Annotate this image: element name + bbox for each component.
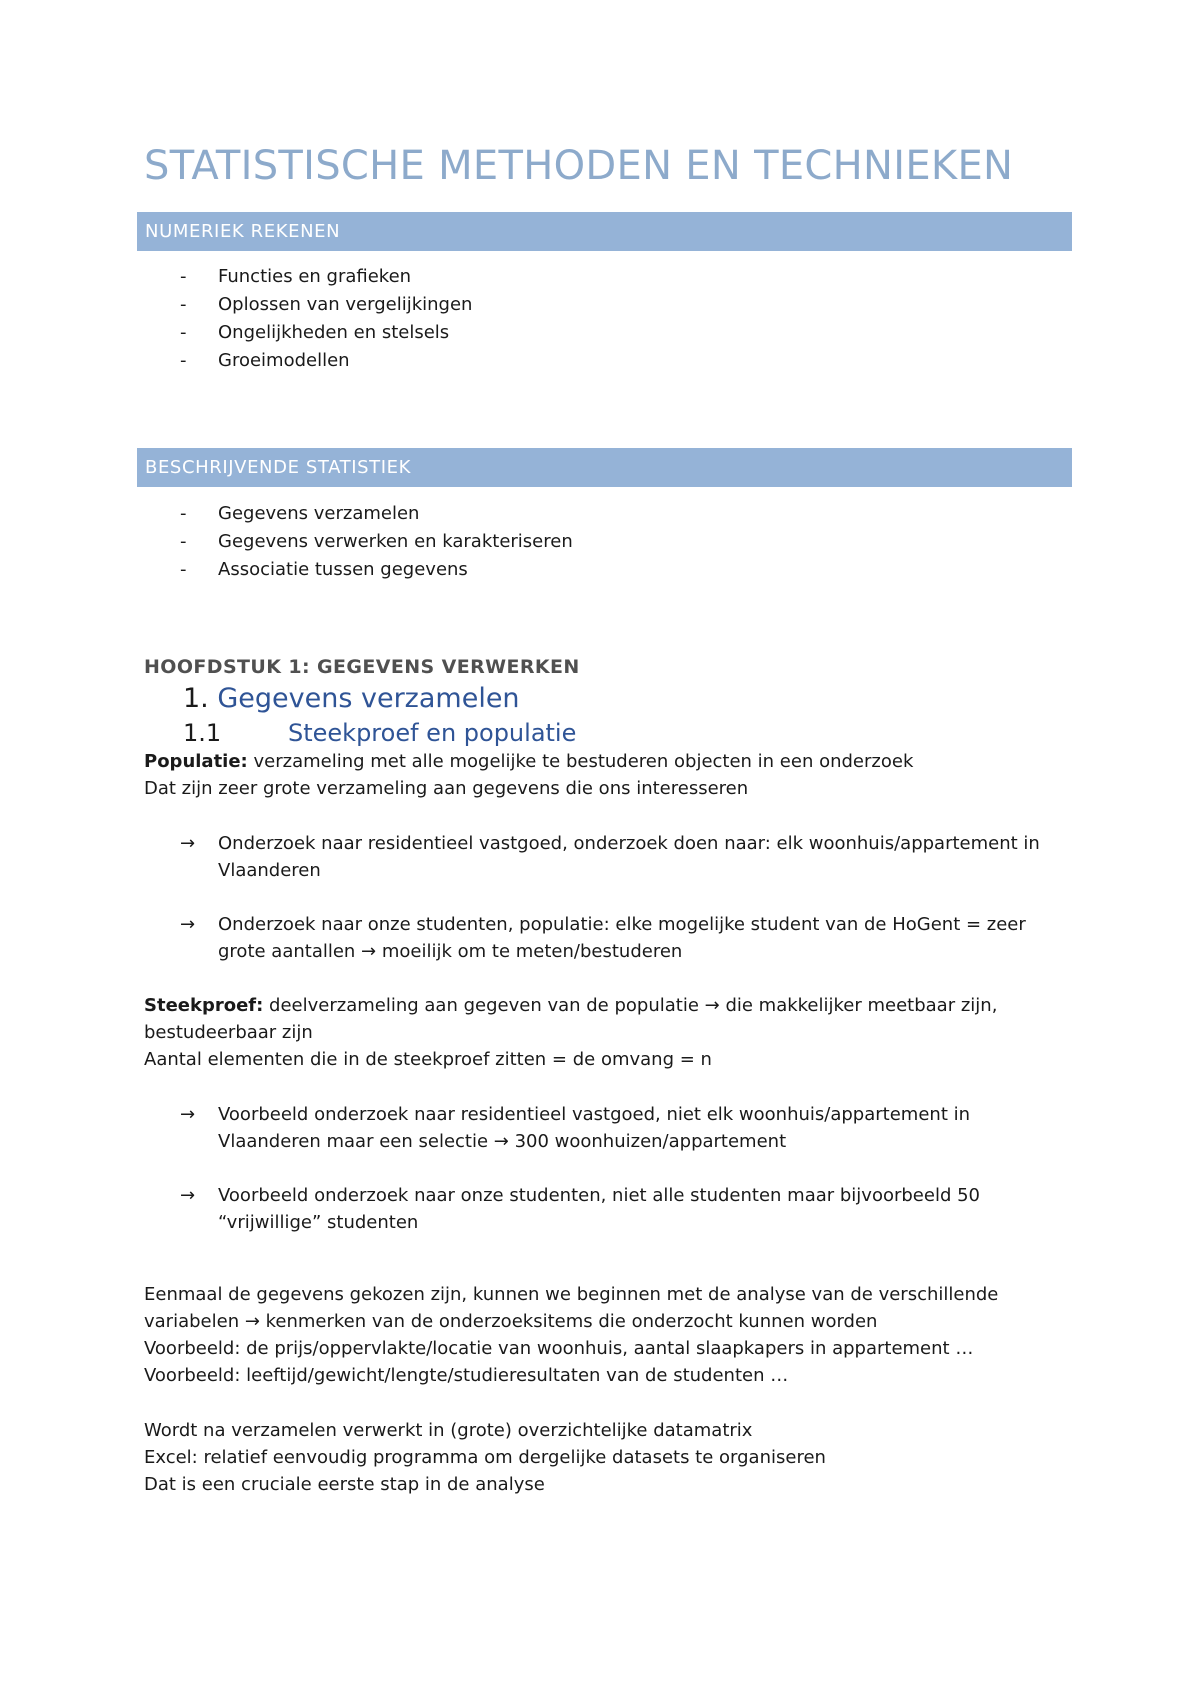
paragraph-line: Dat is een cruciale eerste stap in de analyse xyxy=(144,1474,545,1495)
paragraph-line: Vlaanderen maar een selectie → 300 woonhuizen/appartement xyxy=(218,1131,787,1152)
list-item-text: Gegevens verwerken en karakteriseren xyxy=(218,531,573,552)
heading-1 xyxy=(183,683,520,714)
arrow-bullet: → xyxy=(180,914,196,935)
list-bullet: - xyxy=(180,503,187,524)
chapter-heading: HOOFDSTUK 1: GEGEVENS VERWERKEN xyxy=(144,656,580,678)
list-item-text: Oplossen van vergelijkingen xyxy=(218,294,473,315)
paragraph-line: Onderzoek naar onze studenten, populatie: elke mogelijke student van de HoGent = zeer xyxy=(218,914,1026,935)
arrow-bullet: → xyxy=(180,833,196,854)
heading-2-text: Steekproef en populatie xyxy=(288,719,577,747)
heading-1-number: 1. xyxy=(183,683,209,714)
paragraph-line: Voorbeeld: leeftijd/gewicht/lengte/studieresultaten van de studenten … xyxy=(144,1365,789,1386)
populatie-text: verzameling met alle mogelijke te bestuderen objecten in een onderzoek xyxy=(247,751,914,772)
list-item-text: Gegevens verzamelen xyxy=(218,503,420,524)
arrow-bullet: → xyxy=(180,1185,196,1206)
section-heading-band-beschrijvend xyxy=(137,448,1072,487)
populatie-label: Populatie: xyxy=(144,751,248,772)
paragraph-line: grote aantallen → moeilijk om te meten/bestuderen xyxy=(218,941,683,962)
paragraph-line: bestudeerbaar zijn xyxy=(144,1022,313,1043)
list-bullet: - xyxy=(180,531,187,552)
list-bullet: - xyxy=(180,322,187,343)
list-item-text: Associatie tussen gegevens xyxy=(218,559,468,580)
list-item-text: Functies en grafieken xyxy=(218,266,412,287)
steekproef-text: deelverzameling aan gegeven van de populatie → die makkelijker meetbaar zijn, xyxy=(263,995,998,1016)
list-bullet: - xyxy=(180,350,187,371)
paragraph-line: Eenmaal de gegevens gekozen zijn, kunnen we beginnen met de analyse van de verschillende xyxy=(144,1284,999,1305)
paragraph-line: Voorbeeld onderzoek naar residentieel vastgoed, niet elk woonhuis/appartement in xyxy=(218,1104,971,1125)
arrow-bullet: → xyxy=(180,1104,196,1125)
paragraph-line: Voorbeeld: de prijs/oppervlakte/locatie van woonhuis, aantal slaapkapers in appartement … xyxy=(144,1338,974,1359)
paragraph-line: Aantal elementen die in de steekproef zitten = de omvang = n xyxy=(144,1049,712,1070)
section-heading-beschrijvend: BESCHRIJVENDE STATISTIEK xyxy=(145,457,412,478)
paragraph-line: Dat zijn zeer grote verzameling aan gegevens die ons interesseren xyxy=(144,778,749,799)
list-bullet: - xyxy=(180,559,187,580)
populatie-definition xyxy=(144,751,913,772)
paragraph-line: Wordt na verzamelen verwerkt in (grote) overzichtelijke datamatrix xyxy=(144,1420,753,1441)
steekproef-label: Steekproef: xyxy=(144,995,264,1016)
list-item-text: Groeimodellen xyxy=(218,350,350,371)
heading-2-number: 1.1 xyxy=(183,719,222,747)
list-bullet: - xyxy=(180,294,187,315)
paragraph-line: Onderzoek naar residentieel vastgoed, onderzoek doen naar: elk woonhuis/appartement in xyxy=(218,833,1040,854)
paragraph-line: variabelen → kenmerken van de onderzoeksitems die onderzocht kunnen worden xyxy=(144,1311,878,1332)
steekproef-definition xyxy=(144,995,997,1016)
list-bullet: - xyxy=(180,266,187,287)
paragraph-line: Vlaanderen xyxy=(218,860,321,881)
document-title: STATISTISCHE METHODEN EN TECHNIEKEN xyxy=(144,143,1014,189)
section-heading-numeriek: NUMERIEK REKENEN xyxy=(145,221,341,242)
paragraph-line: “vrijwillige” studenten xyxy=(218,1212,419,1233)
paragraph-line: Excel: relatief eenvoudig programma om dergelijke datasets te organiseren xyxy=(144,1447,826,1468)
heading-1-text: Gegevens verzamelen xyxy=(217,683,520,714)
section-heading-band-numeriek xyxy=(137,212,1072,251)
paragraph-line: Voorbeeld onderzoek naar onze studenten, niet alle studenten maar bijvoorbeeld 50 xyxy=(218,1185,981,1206)
list-item-text: Ongelijkheden en stelsels xyxy=(218,322,450,343)
